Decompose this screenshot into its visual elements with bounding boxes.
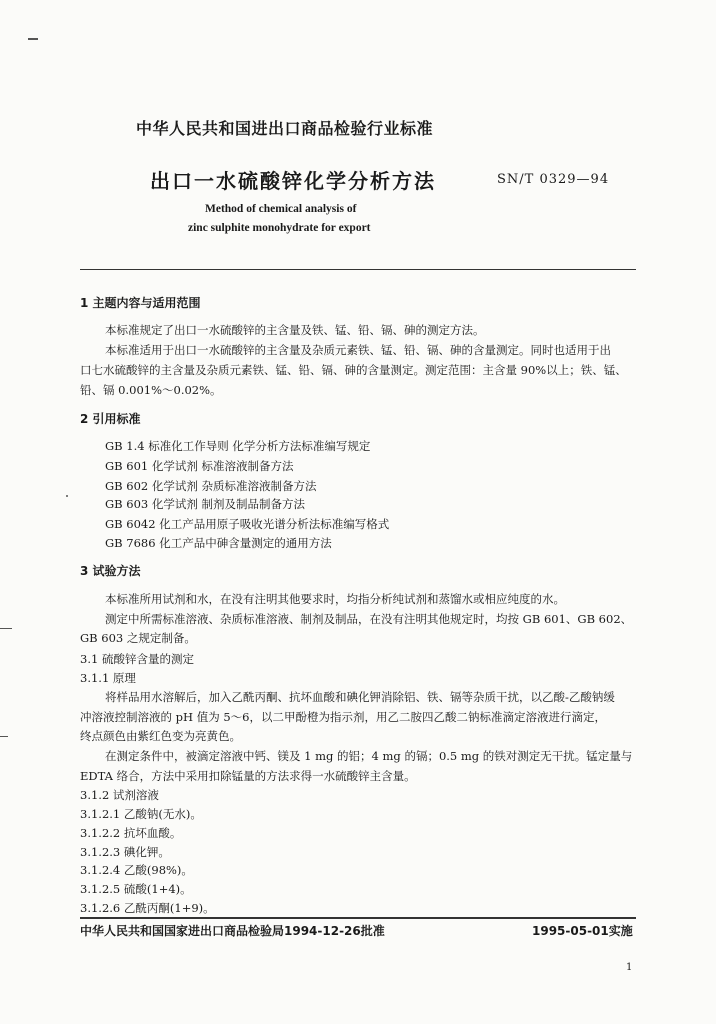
reagent-item: 3.1.2.6 乙酰丙酮(1+9)。: [80, 901, 215, 915]
reagent-item: 3.1.2.2 抗坏血酸。: [80, 826, 182, 840]
section-1-paragraph: 本标准规定了出口一水硫酸锌的主含量及铁、锰、铅、镉、砷的测定方法。: [105, 323, 485, 337]
section-1-paragraph: 口七水硫酸锌的主含量及杂质元素铁、锰、铅、镉、砷的含量测定。测定范围：主含量 90%以上；铁、锰、: [80, 363, 627, 377]
subsection-3-1-2-heading: 3.1.2 试剂溶液: [80, 788, 159, 802]
section-3-heading: 3 试验方法: [80, 564, 141, 578]
english-title-line2: zinc sulphite monohydrate for export: [188, 222, 371, 234]
section-3-paragraph: GB 603 之规定制备。: [80, 631, 196, 645]
subsection-3-1-heading: 3.1 硫酸锌含量的测定: [80, 652, 194, 666]
reagent-item: 3.1.2.5 硫酸(1+4)。: [80, 882, 192, 896]
effective-date: 1995-05-01实施: [532, 924, 633, 938]
reagent-item: 3.1.2.3 碘化钾。: [80, 845, 170, 859]
principle-paragraph: 将样品用水溶解后，加入乙酰丙酮、抗坏血酸和碘化钾消除铝、铁、镉等杂质干扰，以乙酸-乙酸钠缓: [105, 690, 615, 704]
approval-issuer: 中华人民共和国国家进出口商品检验局1994-12-26批准: [80, 924, 385, 938]
standard-code: SN/T 0329—94: [497, 172, 610, 187]
reference-item: GB 6042 化工产品用原子吸收光谱分析法标准编写格式: [105, 517, 390, 531]
section-1-paragraph: 本标准适用于出口一水硫酸锌的主含量及杂质元素铁、锰、铅、镉、砷的含量测定。同时也适用于出: [105, 343, 611, 357]
reference-item: GB 7686 化工产品中砷含量测定的通用方法: [105, 536, 332, 550]
reagent-item: 3.1.2.4 乙酸(98%)。: [80, 863, 193, 877]
page-number: 1: [626, 962, 633, 973]
section-1-paragraph: 铅、镉 0.001%～0.02%。: [80, 383, 222, 397]
reference-item: GB 602 化学试剂 杂质标准溶液制备方法: [105, 479, 317, 493]
english-title-line1: Method of chemical analysis of: [205, 203, 357, 215]
reference-item: GB 1.4 标准化工作导则 化学分析方法标准编写规定: [105, 439, 371, 453]
subsection-3-1-1-heading: 3.1.1 原理: [80, 671, 136, 685]
header-divider: [80, 269, 636, 270]
principle-paragraph: 终点颜色由紫红色变为亮黄色。: [80, 729, 241, 743]
reference-item: GB 603 化学试剂 制剂及制品制备方法: [105, 497, 306, 511]
principle-paragraph: EDTA 络合，方法中采用扣除锰量的方法求得一水硫酸锌主含量。: [80, 769, 416, 783]
principle-paragraph: 冲溶液控制溶液的 pH 值为 5～6，以二甲酚橙为指示剂，用乙二胺四乙酸二钠标准滴定溶液进行滴定，: [80, 710, 606, 724]
reference-item: GB 601 化学试剂 标准溶液制备方法: [105, 459, 294, 473]
principle-paragraph: 在测定条件中，被滴定溶液中钙、镁及 1 mg 的铝；4 mg 的镉；0.5 mg 的铁对测定无干扰。锰定量与: [105, 749, 633, 763]
document-title: 出口一水硫酸锌化学分析方法: [150, 169, 436, 193]
scan-mark: [66, 495, 68, 497]
section-3-paragraph: 本标准所用试剂和水，在没有注明其他要求时，均指分析纯试剂和蒸馏水或相应纯度的水。: [105, 592, 565, 606]
scan-mark: [0, 736, 8, 737]
scan-mark: [0, 628, 12, 629]
section-2-heading: 2 引用标准: [80, 412, 141, 426]
section-1-heading: 1 主题内容与适用范围: [80, 296, 201, 310]
footer-divider: [80, 917, 636, 919]
industry-standard-header: 中华人民共和国进出口商品检验行业标准: [136, 119, 434, 138]
scan-mark: [28, 38, 38, 40]
reagent-item: 3.1.2.1 乙酸钠(无水)。: [80, 807, 202, 821]
section-3-paragraph: 测定中所需标准溶液、杂质标准溶液、制剂及制品，在没有注明其他规定时，均按 GB 601、GB 602、: [105, 612, 633, 626]
